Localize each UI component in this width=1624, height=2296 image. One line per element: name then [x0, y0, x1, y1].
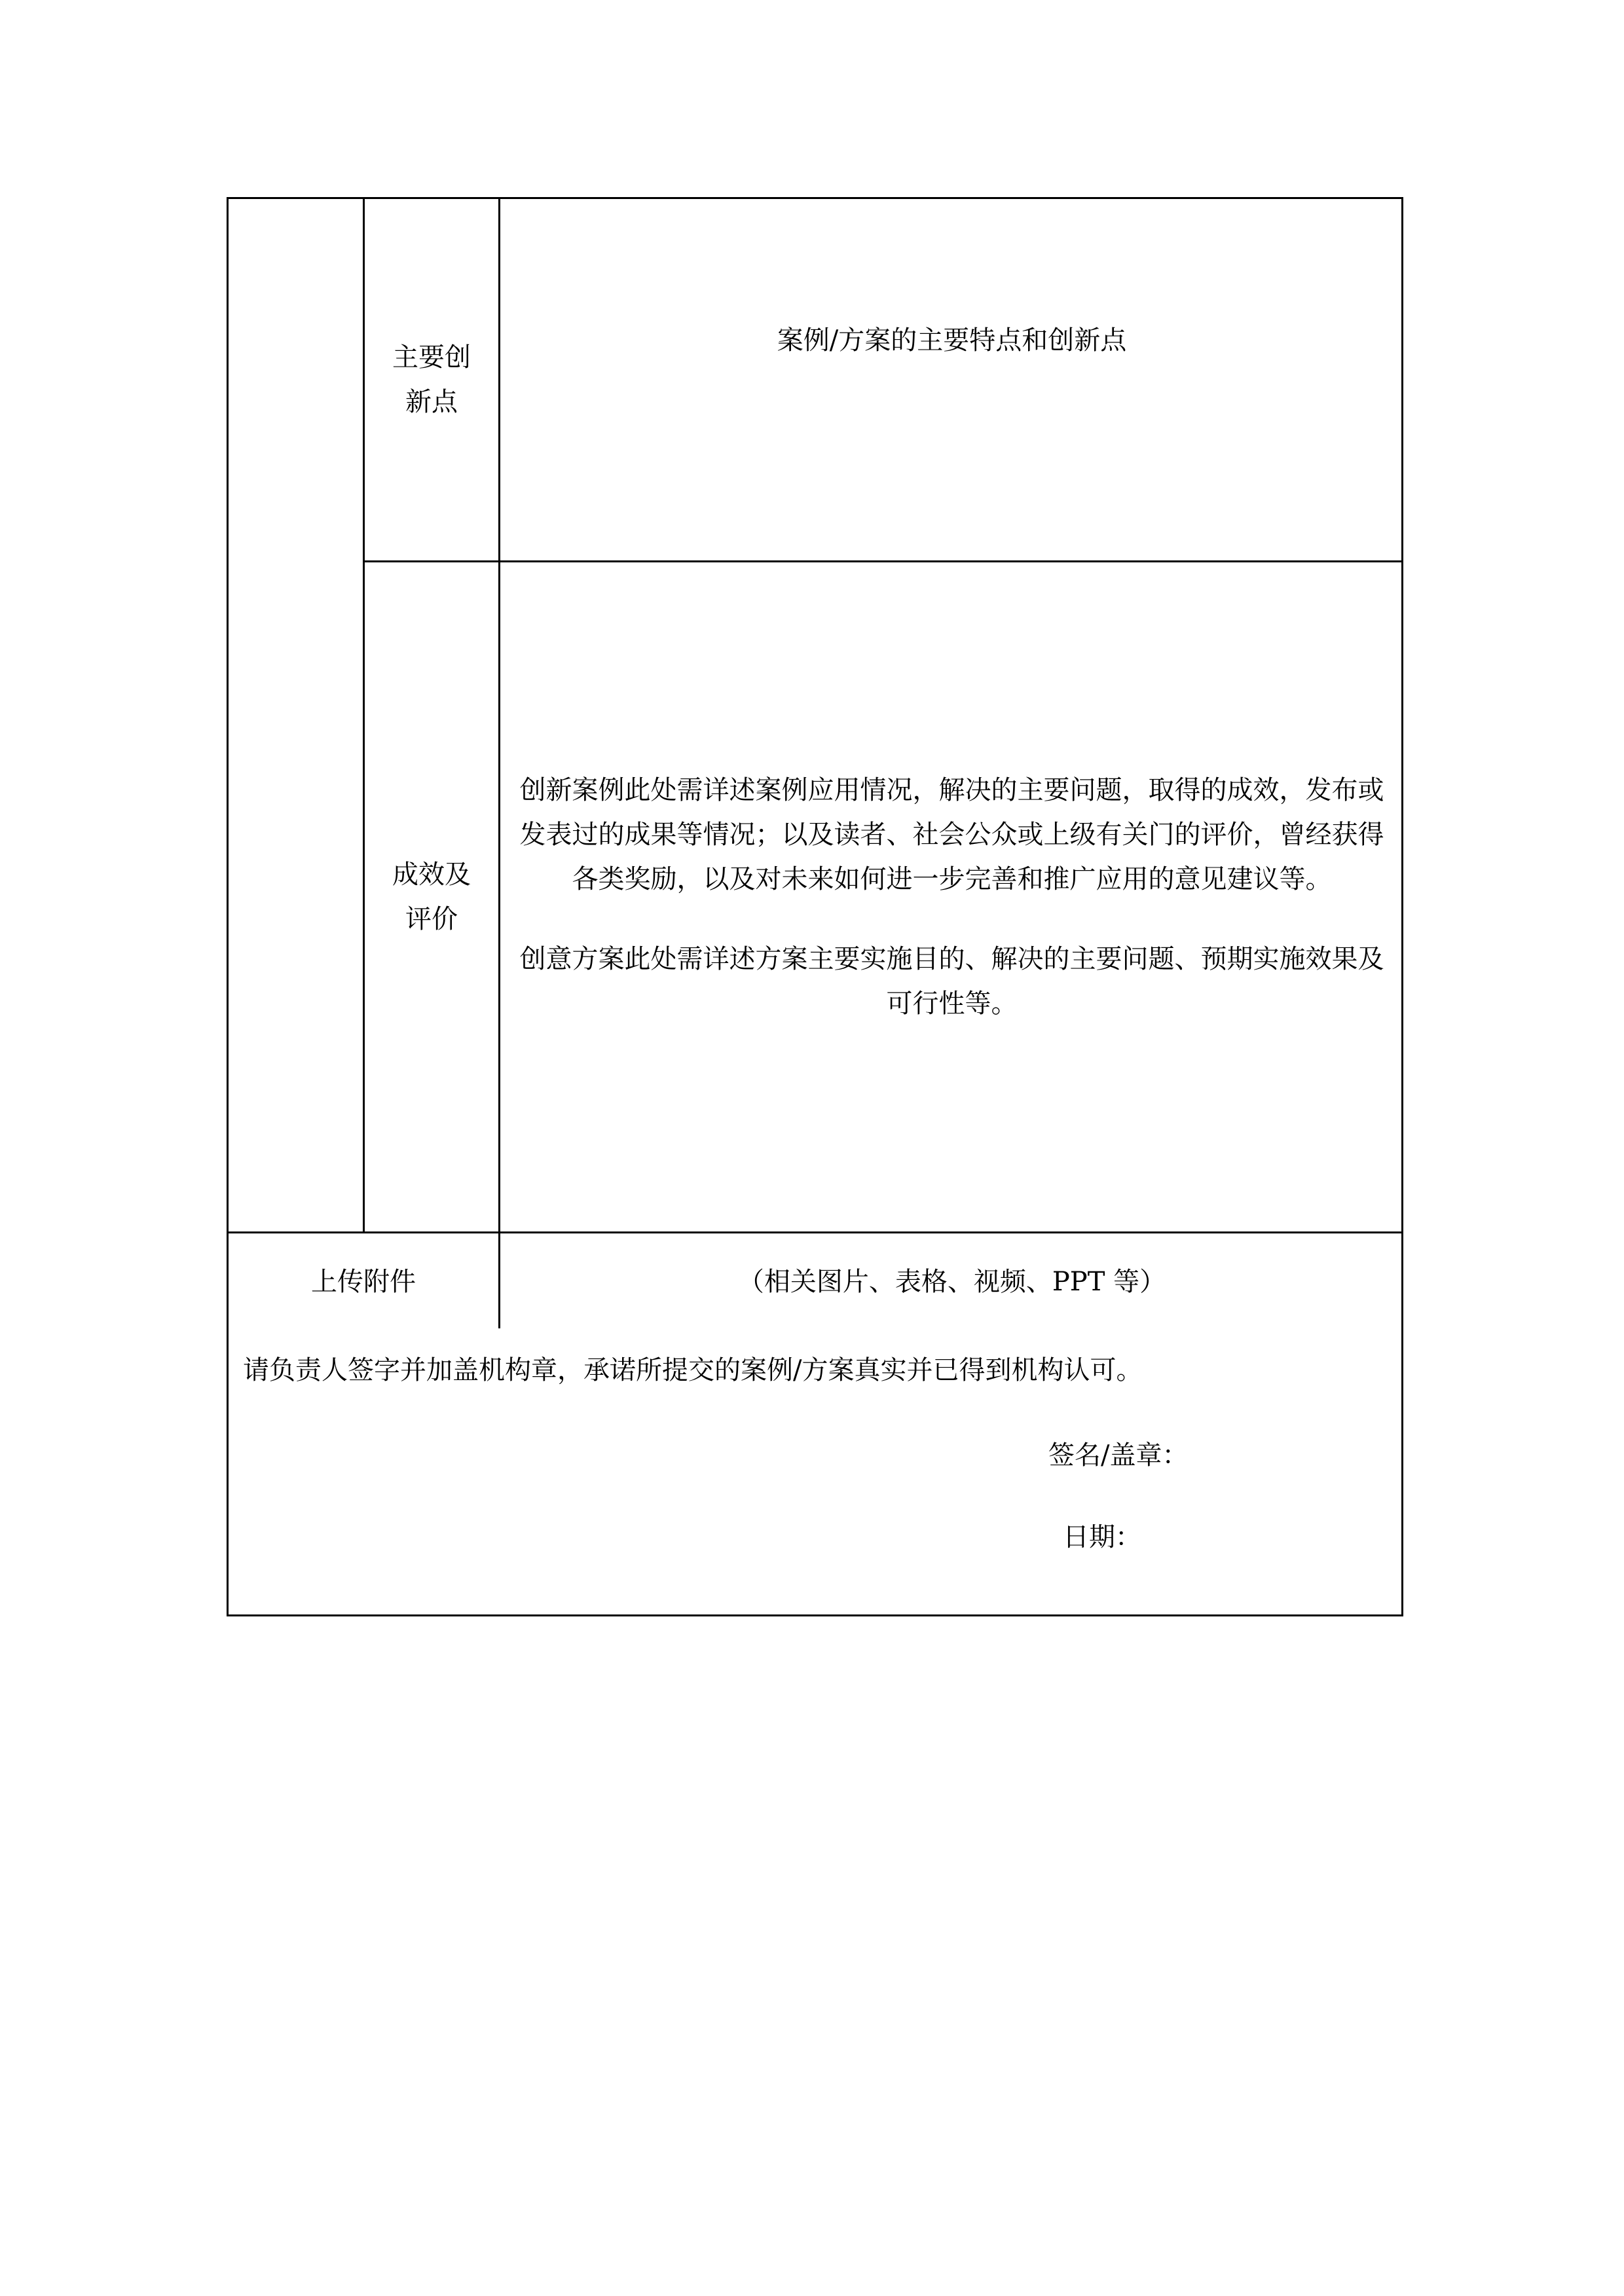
- declaration-text: 请负责人签字并加盖机构章，承诺所提交的案例/方案真实并已得到机构认可。: [243, 1355, 1143, 1385]
- effect-label: [392, 852, 471, 941]
- effect-content-cell[interactable]: [507, 562, 1397, 1231]
- effect-content: [515, 768, 1389, 1026]
- application-form-table: [227, 197, 1403, 1330]
- innovation-label-line-1: 主要创: [392, 342, 471, 373]
- attachment-content: （相关图片、表格、视频、PPT 等）: [737, 1267, 1166, 1297]
- effect-label-line-2: 评价: [405, 904, 458, 934]
- attachment-label-cell: [229, 1233, 498, 1330]
- innovation-label-cell: [365, 199, 498, 560]
- effect-label-line-1: 成效及: [392, 860, 471, 890]
- category-cell: [229, 199, 363, 1231]
- innovation-content-cell[interactable]: [500, 318, 1403, 560]
- date-label[interactable]: 日期：: [1063, 1522, 1141, 1552]
- innovation-content: 案例/方案的主要特点和创新点: [777, 325, 1127, 355]
- effect-paragraph-case: 创新案例此处需详述案例应用情况，解决的主要问题，取得的成效，发布或发表过的成果等情况；以及读者、社会公众或上级有关门的评价，曾经获得各类奖励，以及对未来如何进一步完善和推广应用的意见建议等。: [519, 775, 1384, 894]
- declaration-section: [227, 1328, 1403, 1616]
- signature-label[interactable]: 签名/盖章：: [1048, 1440, 1189, 1470]
- attachment-content-cell[interactable]: [500, 1233, 1403, 1330]
- innovation-label-line-2: 新点: [405, 387, 458, 417]
- effect-paragraph-plan: 创意方案此处需详述方案主要实施目的、解决的主要问题、预期实施效果及可行性等。: [519, 944, 1384, 1019]
- attachment-label: 上传附件: [311, 1267, 416, 1297]
- effect-label-cell: [365, 562, 498, 1231]
- innovation-label: [392, 335, 471, 424]
